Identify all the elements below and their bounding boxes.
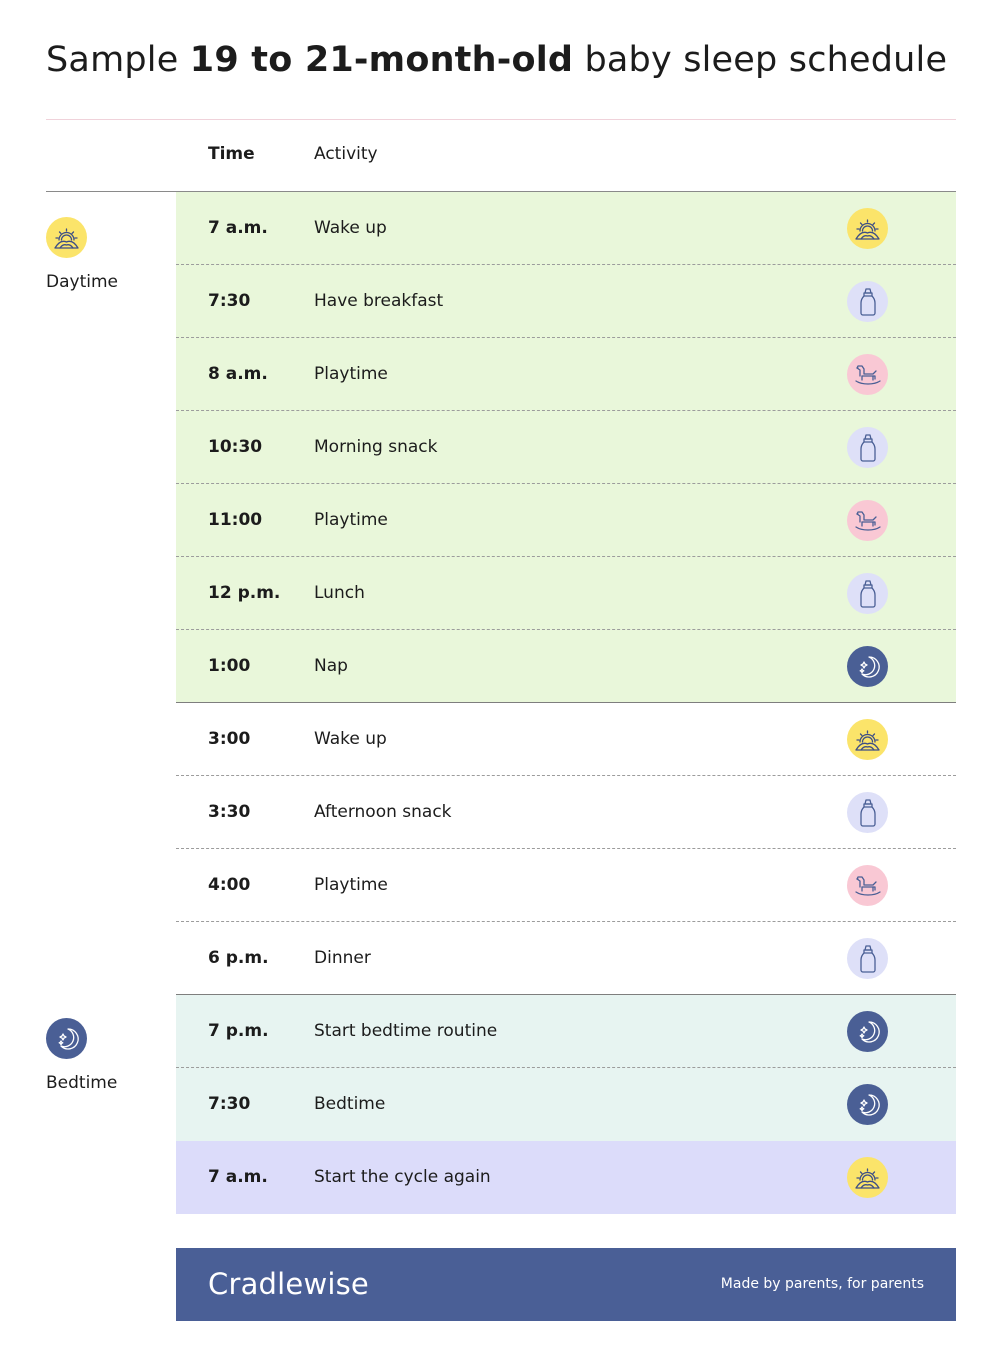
title-age-range: 19 to 21-month-old (189, 40, 574, 80)
row-activity: Have breakfast (314, 291, 444, 311)
table-row (176, 1141, 956, 1214)
sun-icon (46, 217, 87, 258)
footer-tagline: Made by parents, for parents (720, 1276, 924, 1292)
table-row (176, 1068, 956, 1141)
row-time: 8 a.m. (208, 364, 268, 384)
row-activity: Wake up (314, 729, 387, 749)
row-activity: Lunch (314, 583, 365, 603)
row-time: 7 a.m. (208, 218, 268, 238)
rocking-horse-icon (847, 500, 888, 541)
row-activity: Playtime (314, 364, 388, 384)
table-row (176, 557, 956, 630)
row-time: 6 p.m. (208, 948, 269, 968)
rocking-horse-icon (847, 865, 888, 906)
section-daytime (46, 217, 118, 292)
sun-icon (847, 208, 888, 249)
title-suffix: baby sleep schedule (573, 40, 948, 80)
sun-icon (847, 1157, 888, 1198)
moon-icon (847, 1011, 888, 1052)
row-activity: Playtime (314, 510, 388, 530)
table-row (176, 703, 956, 776)
header-time: Time (208, 144, 255, 164)
row-time: 3:00 (208, 729, 251, 749)
table-row (176, 630, 956, 703)
row-activity: Bedtime (314, 1094, 386, 1114)
table-row (176, 776, 956, 849)
row-activity: Morning snack (314, 437, 438, 457)
schedule-table (176, 192, 956, 1214)
row-time: 12 p.m. (208, 583, 281, 603)
row-time: 7 p.m. (208, 1021, 269, 1041)
row-time: 7:30 (208, 1094, 251, 1114)
section-bedtime (46, 1018, 117, 1093)
row-activity: Wake up (314, 218, 387, 238)
section-daytime-label: Daytime (46, 272, 118, 292)
bottle-icon (847, 792, 888, 833)
table-header (46, 120, 956, 192)
title-prefix: Sample (46, 40, 190, 80)
table-row (176, 265, 956, 338)
row-activity: Start bedtime routine (314, 1021, 498, 1041)
row-time: 10:30 (208, 437, 263, 457)
table-row (176, 411, 956, 484)
sun-icon (847, 719, 888, 760)
row-activity: Playtime (314, 875, 388, 895)
footer-banner (176, 1248, 956, 1321)
row-activity: Nap (314, 656, 348, 676)
section-bedtime-label: Bedtime (46, 1073, 118, 1093)
bottle-icon (847, 938, 888, 979)
rocking-horse-icon (847, 354, 888, 395)
header-activity: Activity (314, 144, 378, 164)
row-activity: Afternoon snack (314, 802, 452, 822)
bottle-icon (847, 573, 888, 614)
table-row (176, 338, 956, 411)
moon-icon (847, 646, 888, 687)
table-row (176, 849, 956, 922)
moon-icon (847, 1084, 888, 1125)
row-time: 1:00 (208, 656, 251, 676)
moon-icon (46, 1018, 87, 1059)
table-row (176, 995, 956, 1068)
row-activity: Start the cycle again (314, 1167, 491, 1187)
row-activity: Dinner (314, 948, 371, 968)
row-time: 7:30 (208, 291, 251, 311)
brand-logo: Cradlewise (208, 1267, 369, 1301)
page-title (46, 40, 947, 80)
table-row (176, 922, 956, 995)
row-time: 3:30 (208, 802, 251, 822)
table-row (176, 192, 956, 265)
row-time: 4:00 (208, 875, 251, 895)
bottle-icon (847, 281, 888, 322)
row-time: 11:00 (208, 510, 263, 530)
table-row (176, 484, 956, 557)
row-time: 7 a.m. (208, 1167, 268, 1187)
bottle-icon (847, 427, 888, 468)
